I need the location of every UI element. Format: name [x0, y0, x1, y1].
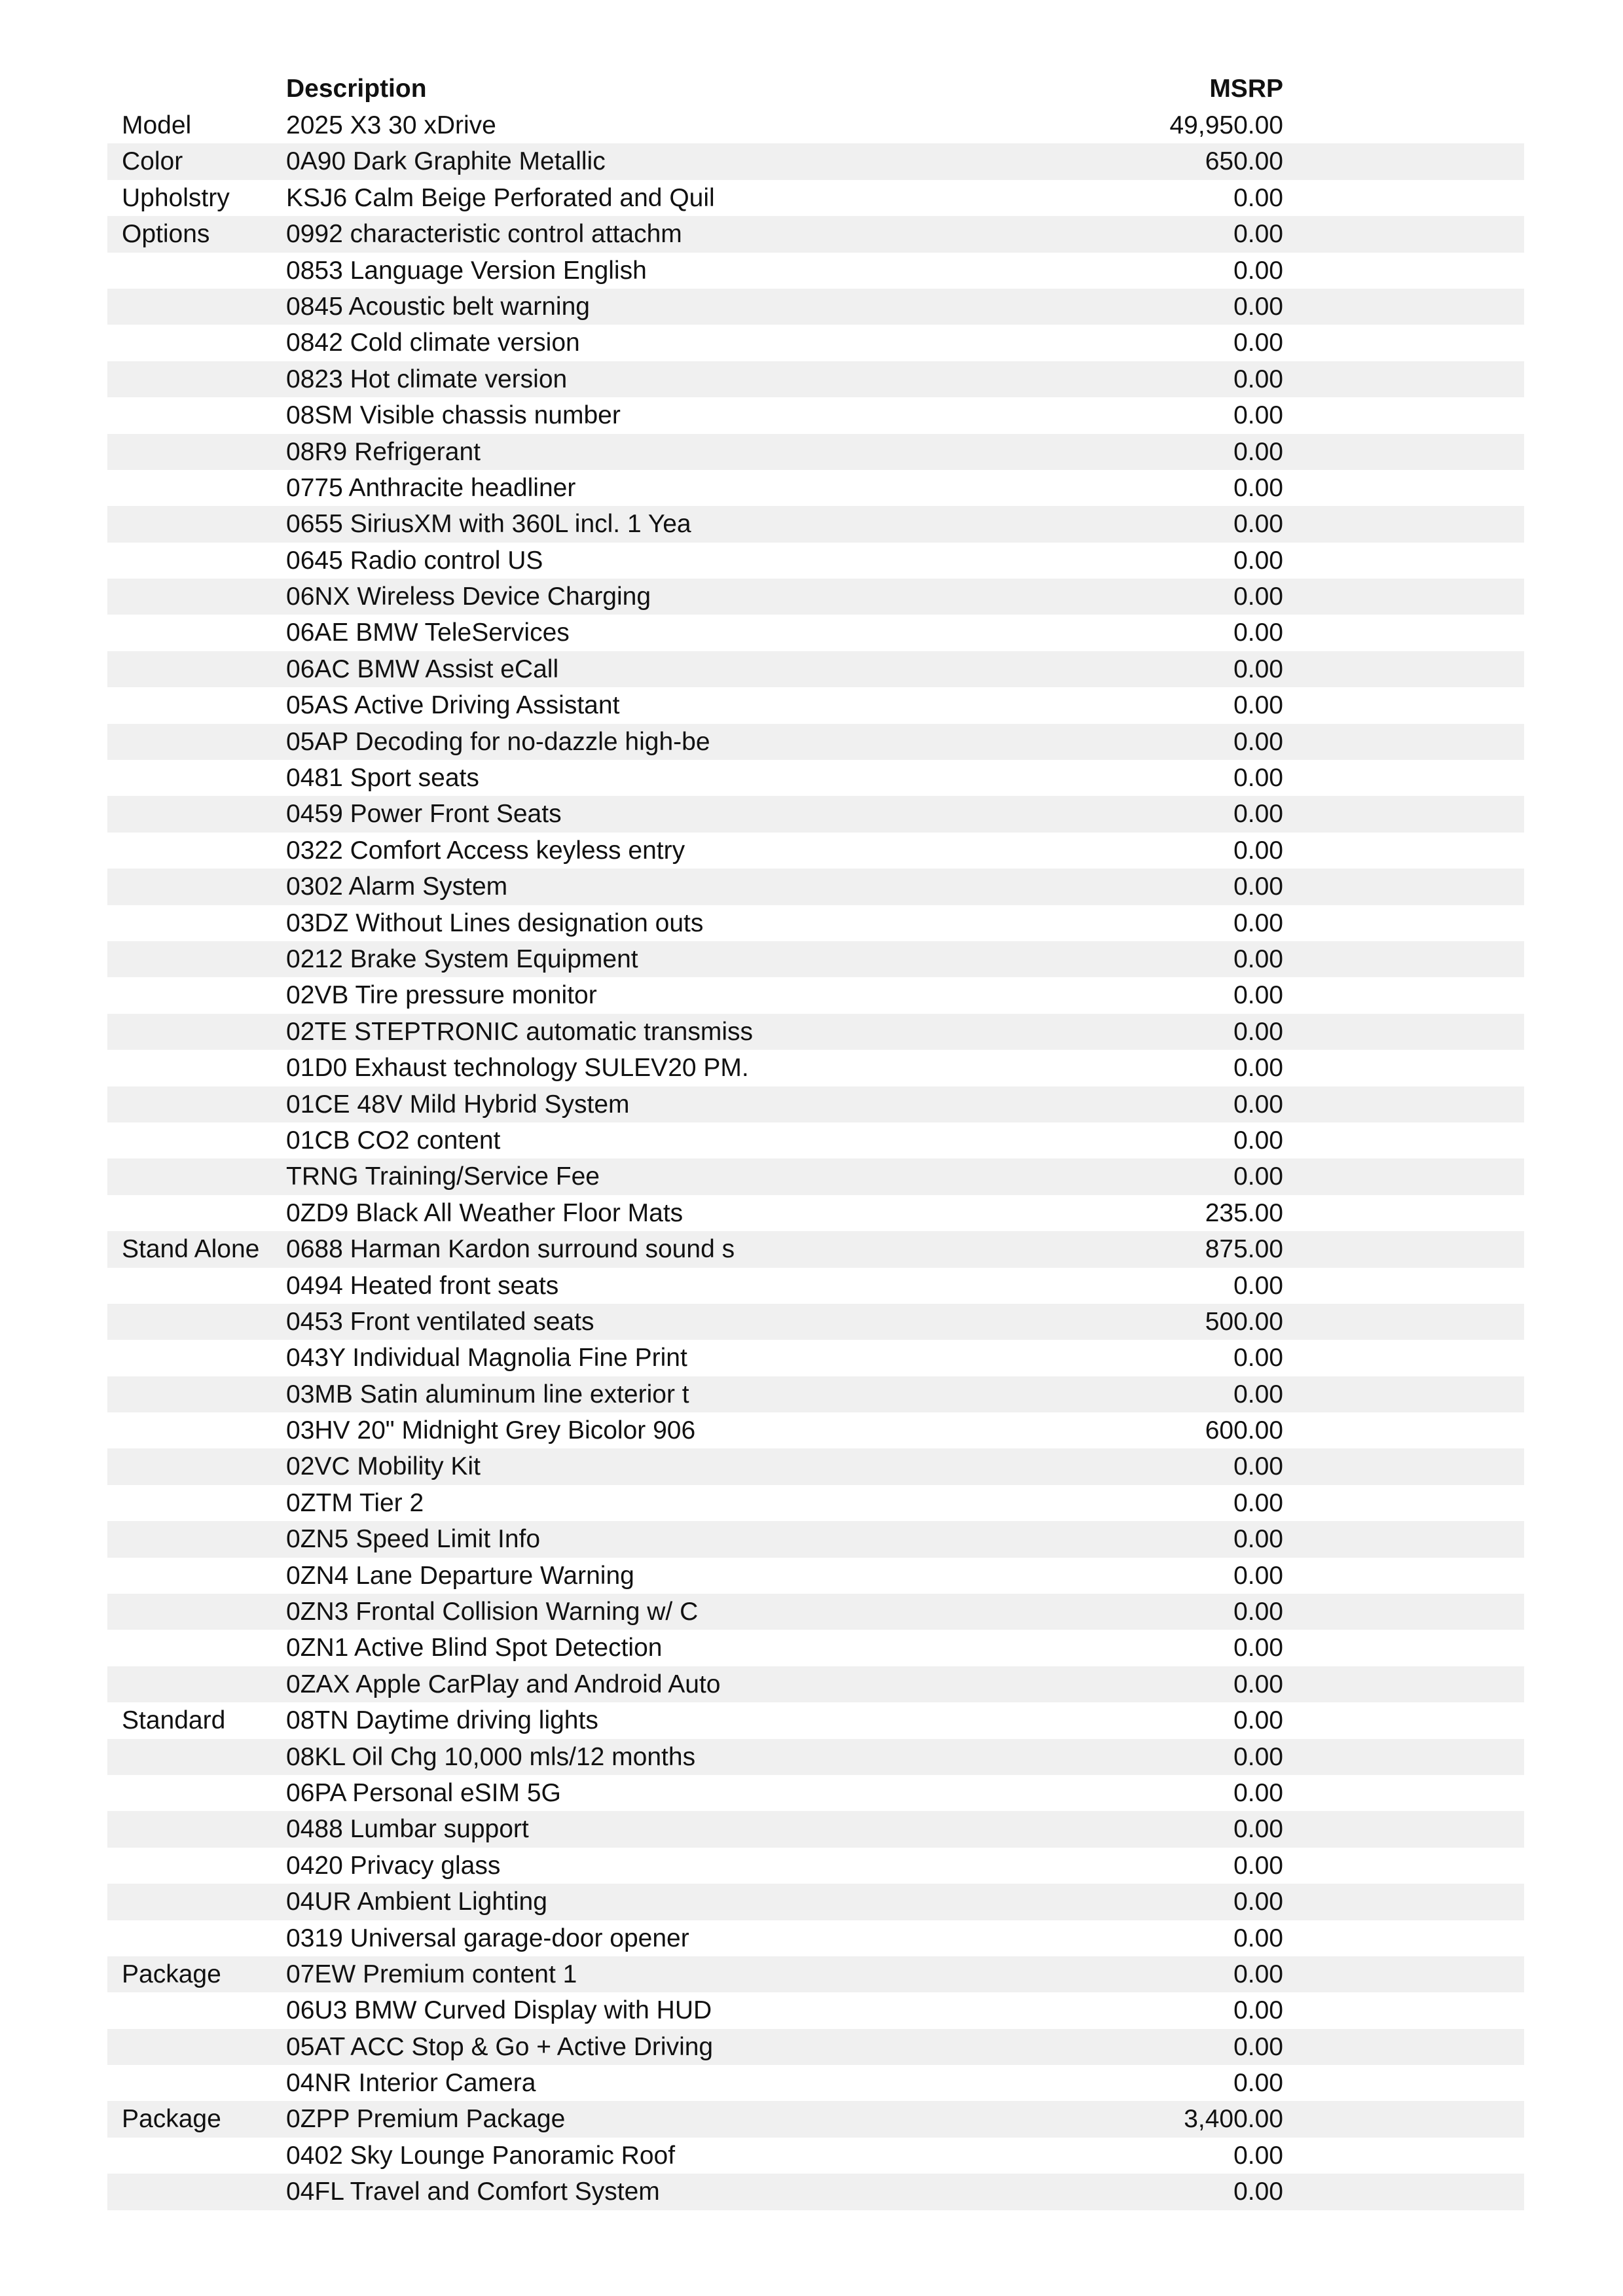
table-row [107, 796, 1524, 832]
table-row [107, 1739, 1524, 1775]
table-row [107, 325, 1524, 361]
row-msrp: 0.00 [1233, 691, 1283, 720]
row-description: 0ZN4 Lane Departure Warning [286, 1561, 634, 1590]
row-description: 0ZPP Premium Package [286, 2105, 566, 2134]
row-description: 0853 Language Version English [286, 256, 647, 285]
row-description: 06NX Wireless Device Charging [286, 583, 651, 611]
row-description: 0842 Cold climate version [286, 329, 580, 357]
row-description: 01CE 48V Mild Hybrid System [286, 1090, 630, 1119]
row-description: 0459 Power Front Seats [286, 800, 562, 829]
row-description: 0ZD9 Black All Weather Floor Mats [286, 1198, 684, 1227]
table-row [107, 1775, 1524, 1811]
row-msrp: 0.00 [1233, 401, 1283, 430]
row-category: Model [122, 111, 192, 139]
row-category: Stand Alone [122, 1235, 260, 1264]
table-row [107, 1558, 1524, 1594]
table-row [107, 434, 1524, 470]
row-description: 03MB Satin aluminum line exterior t [286, 1380, 689, 1408]
row-msrp: 0.00 [1233, 2178, 1283, 2206]
row-msrp: 0.00 [1233, 1561, 1283, 1590]
row-msrp: 0.00 [1233, 908, 1283, 937]
row-msrp: 0.00 [1233, 1996, 1283, 2025]
table-row [107, 977, 1524, 1013]
table-row [107, 289, 1524, 325]
row-description: 0775 Anthracite headliner [286, 473, 576, 502]
row-msrp: 0.00 [1233, 437, 1283, 466]
row-description: 08R9 Refrigerant [286, 437, 481, 466]
table-header [107, 71, 1524, 107]
row-msrp: 0.00 [1233, 329, 1283, 357]
row-msrp: 0.00 [1233, 365, 1283, 393]
row-category: Package [122, 2105, 221, 2134]
row-msrp: 500.00 [1205, 1307, 1283, 1336]
row-description: 03HV 20" Midnight Grey Bicolor 906 [286, 1416, 696, 1445]
row-description: 04FL Travel and Comfort System [286, 2178, 660, 2206]
row-msrp: 3,400.00 [1184, 2105, 1283, 2134]
table-row [107, 1702, 1524, 1738]
row-description: 08SM Visible chassis number [286, 401, 621, 430]
row-msrp: 650.00 [1205, 147, 1283, 176]
row-description: 06AE BMW TeleServices [286, 619, 570, 647]
table-row [107, 1485, 1524, 1521]
table-row [107, 543, 1524, 579]
table-row [107, 1122, 1524, 1158]
table-row [107, 1268, 1524, 1304]
table-row [107, 1848, 1524, 1884]
row-description: 05AT ACC Stop & Go + Active Driving [286, 2032, 714, 2061]
row-msrp: 0.00 [1233, 1851, 1283, 1880]
row-description: 0688 Harman Kardon surround sound s [286, 1235, 735, 1264]
row-msrp: 0.00 [1233, 1706, 1283, 1735]
table-row [107, 1304, 1524, 1340]
table-row [107, 651, 1524, 687]
row-msrp: 0.00 [1233, 981, 1283, 1010]
table-row [107, 180, 1524, 216]
table-body [107, 107, 1524, 2210]
row-description: 0655 SiriusXM with 360L incl. 1 Yea [286, 510, 691, 539]
row-msrp: 0.00 [1233, 1090, 1283, 1119]
row-msrp: 0.00 [1233, 872, 1283, 901]
row-description: 03DZ Without Lines designation outs [286, 908, 704, 937]
row-msrp: 0.00 [1233, 2141, 1283, 2170]
row-description: 02VB Tire pressure monitor [286, 981, 597, 1010]
row-description: 05AS Active Driving Assistant [286, 691, 620, 720]
table-row [107, 1666, 1524, 1702]
row-description: 0302 Alarm System [286, 872, 508, 901]
table-row [107, 1811, 1524, 1847]
row-category: Color [122, 147, 183, 176]
row-description: 0494 Heated front seats [286, 1271, 559, 1300]
row-description: 02VC Mobility Kit [286, 1452, 481, 1481]
row-msrp: 0.00 [1233, 1742, 1283, 1771]
table-row [107, 1920, 1524, 1956]
header-description: Description [286, 75, 427, 103]
table-row [107, 470, 1524, 506]
row-description: 01D0 Exhaust technology SULEV20 PM. [286, 1054, 749, 1083]
row-msrp: 0.00 [1233, 1888, 1283, 1916]
row-msrp: 0.00 [1233, 1815, 1283, 1844]
row-description: 0ZTM Tier 2 [286, 1488, 424, 1517]
row-category: Upholstry [122, 183, 230, 212]
table-row [107, 107, 1524, 143]
row-description: 2025 X3 30 xDrive [286, 111, 496, 139]
row-msrp: 0.00 [1233, 220, 1283, 249]
row-msrp: 0.00 [1233, 836, 1283, 865]
row-description: 02TE STEPTRONIC automatic transmiss [286, 1017, 754, 1046]
table-row [107, 687, 1524, 723]
row-category: Standard [122, 1706, 226, 1735]
row-msrp: 0.00 [1233, 1017, 1283, 1046]
row-description: 0420 Privacy glass [286, 1851, 501, 1880]
row-msrp: 0.00 [1233, 1778, 1283, 1807]
table-row [107, 1992, 1524, 2028]
row-description: 06U3 BMW Curved Display with HUD [286, 1996, 712, 2025]
row-description: 0322 Comfort Access keyless entry [286, 836, 685, 865]
row-description: 0845 Acoustic belt warning [286, 292, 590, 321]
table-row [107, 2101, 1524, 2137]
table-row [107, 1195, 1524, 1231]
table-row [107, 1231, 1524, 1267]
row-msrp: 0.00 [1233, 292, 1283, 321]
row-msrp: 0.00 [1233, 1924, 1283, 1952]
row-description: 05AP Decoding for no-dazzle high-be [286, 727, 710, 756]
table-row [107, 1956, 1524, 1992]
row-msrp: 0.00 [1233, 473, 1283, 502]
table-row [107, 397, 1524, 433]
row-msrp: 0.00 [1233, 1162, 1283, 1191]
row-msrp: 0.00 [1233, 183, 1283, 212]
table-row [107, 253, 1524, 289]
table-row [107, 1376, 1524, 1412]
row-msrp: 0.00 [1233, 655, 1283, 683]
row-description: 0823 Hot climate version [286, 365, 568, 393]
row-description: 08KL Oil Chg 10,000 mls/12 months [286, 1742, 696, 1771]
row-description: 06PA Personal eSIM 5G [286, 1778, 561, 1807]
row-description: 0319 Universal garage-door opener [286, 1924, 689, 1952]
row-msrp: 0.00 [1233, 764, 1283, 793]
table-row [107, 1158, 1524, 1194]
row-msrp: 0.00 [1233, 619, 1283, 647]
row-description: 07EW Premium content 1 [286, 1960, 577, 1988]
table-row [107, 1884, 1524, 1920]
row-msrp: 0.00 [1233, 1452, 1283, 1481]
header-msrp: MSRP [1209, 75, 1283, 103]
row-description: 0402 Sky Lounge Panoramic Roof [286, 2141, 676, 2170]
row-description: 043Y Individual Magnolia Fine Print [286, 1344, 687, 1372]
row-msrp: 0.00 [1233, 1488, 1283, 1517]
row-description: KSJ6 Calm Beige Perforated and Quil [286, 183, 715, 212]
table-row [107, 143, 1524, 179]
row-msrp: 0.00 [1233, 1598, 1283, 1626]
table-row [107, 2029, 1524, 2065]
table-row [107, 1014, 1524, 1050]
row-description: 0453 Front ventilated seats [286, 1307, 594, 1336]
table-row [107, 1448, 1524, 1484]
row-msrp: 0.00 [1233, 1271, 1283, 1300]
table-row [107, 941, 1524, 977]
row-description: TRNG Training/Service Fee [286, 1162, 600, 1191]
table-row [107, 1340, 1524, 1376]
table-row [107, 1594, 1524, 1630]
table-row [107, 1521, 1524, 1557]
row-description: 0ZAX Apple CarPlay and Android Auto [286, 1670, 721, 1698]
row-msrp: 0.00 [1233, 1634, 1283, 1662]
row-description: 0212 Brake System Equipment [286, 944, 638, 973]
table-row [107, 2174, 1524, 2210]
row-description: 04UR Ambient Lighting [286, 1888, 547, 1916]
table-row [107, 833, 1524, 869]
row-description: 0481 Sport seats [286, 764, 479, 793]
row-msrp: 0.00 [1233, 800, 1283, 829]
table-row [107, 760, 1524, 796]
row-msrp: 0.00 [1233, 510, 1283, 539]
msrp-table [107, 71, 1524, 2210]
table-row [107, 2138, 1524, 2174]
row-description: 08TN Daytime driving lights [286, 1706, 598, 1735]
row-category: Package [122, 1960, 221, 1988]
row-msrp: 0.00 [1233, 1525, 1283, 1554]
table-row [107, 905, 1524, 941]
table-row [107, 1086, 1524, 1122]
row-description: 0ZN3 Frontal Collision Warning w/ C [286, 1598, 699, 1626]
row-msrp: 0.00 [1233, 1380, 1283, 1408]
row-description: 04NR Interior Camera [286, 2069, 536, 2098]
row-msrp: 235.00 [1205, 1198, 1283, 1227]
row-description: 0ZN1 Active Blind Spot Detection [286, 1634, 663, 1662]
row-msrp: 0.00 [1233, 2069, 1283, 2098]
table-row [107, 1412, 1524, 1448]
row-msrp: 0.00 [1233, 546, 1283, 575]
row-description: 06AC BMW Assist eCall [286, 655, 559, 683]
row-description: 0645 Radio control US [286, 546, 543, 575]
row-msrp: 875.00 [1205, 1235, 1283, 1264]
row-msrp: 0.00 [1233, 944, 1283, 973]
row-description: 01CB CO2 content [286, 1126, 501, 1155]
row-msrp: 0.00 [1233, 1126, 1283, 1155]
row-description: 0992 characteristic control attachm [286, 220, 682, 249]
row-msrp: 0.00 [1233, 1344, 1283, 1372]
row-msrp: 600.00 [1205, 1416, 1283, 1445]
row-msrp: 49,950.00 [1169, 111, 1283, 139]
row-description: 0488 Lumbar support [286, 1815, 529, 1844]
row-msrp: 0.00 [1233, 1054, 1283, 1083]
row-msrp: 0.00 [1233, 2032, 1283, 2061]
table-row [107, 216, 1524, 252]
table-row [107, 361, 1524, 397]
table-row [107, 1630, 1524, 1666]
table-row [107, 2065, 1524, 2101]
row-msrp: 0.00 [1233, 1960, 1283, 1988]
table-row [107, 869, 1524, 905]
row-description: 0ZN5 Speed Limit Info [286, 1525, 541, 1554]
row-description: 0A90 Dark Graphite Metallic [286, 147, 606, 176]
row-msrp: 0.00 [1233, 256, 1283, 285]
table-row [107, 615, 1524, 651]
table-row [107, 724, 1524, 760]
table-row [107, 506, 1524, 542]
row-msrp: 0.00 [1233, 727, 1283, 756]
table-row [107, 1050, 1524, 1086]
row-msrp: 0.00 [1233, 1670, 1283, 1698]
row-msrp: 0.00 [1233, 583, 1283, 611]
table-row [107, 579, 1524, 615]
row-category: Options [122, 220, 210, 249]
